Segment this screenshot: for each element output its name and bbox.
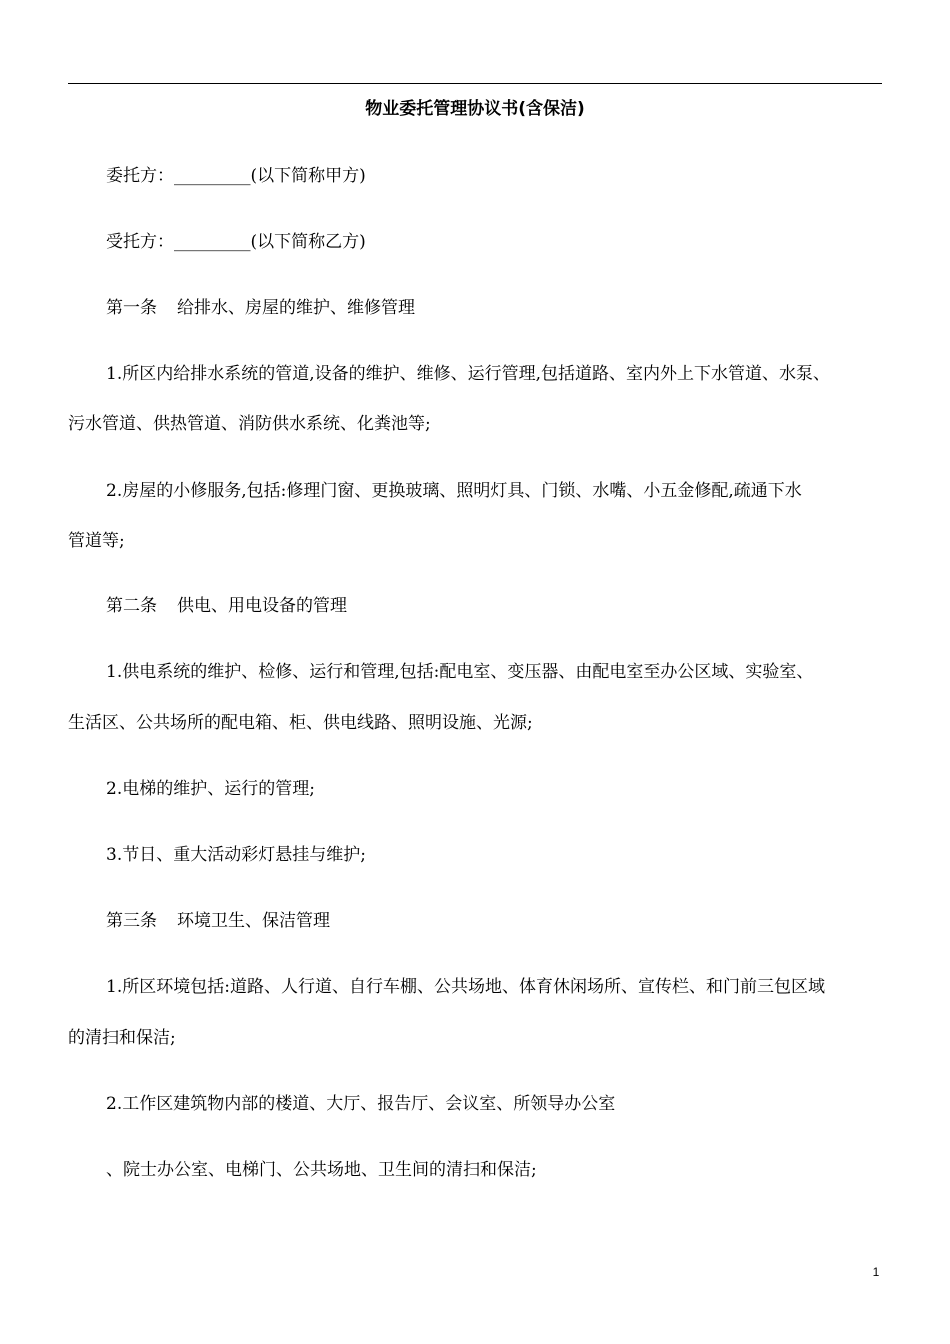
article-1-item-1-line-2: 污水管道、供热管道、消防供水系统、化粪池等; xyxy=(68,414,431,434)
page-number: 1 xyxy=(872,1265,880,1279)
header-rule xyxy=(68,83,882,84)
article-3-item-2-continuation: 、院士办公室、电梯门、公共场地、卫生间的清扫和保洁; xyxy=(106,1160,537,1180)
party-a-text: 委托方：_________(以下简称甲方) xyxy=(106,166,366,186)
party-b-text: 受托方：_________(以下简称乙方) xyxy=(106,232,366,252)
article-2-item-2 xyxy=(68,776,882,802)
article-2-item-3 xyxy=(68,842,882,868)
article-2-title: 供电、用电设备的管理 xyxy=(177,596,347,616)
party-b-line xyxy=(68,229,882,255)
article-2-heading xyxy=(68,593,882,619)
article-1-title: 给排水、房屋的维护、维修管理 xyxy=(177,298,415,318)
article-1-heading xyxy=(68,295,882,321)
article-3-heading xyxy=(68,908,882,934)
article-1-item-1-line-1 xyxy=(68,361,882,387)
article-3-number: 第三条 xyxy=(106,911,157,931)
article-3-title: 环境卫生、保洁管理 xyxy=(177,911,330,931)
article-1-item-2-line-1 xyxy=(68,478,882,504)
article-2-number: 第二条 xyxy=(106,596,157,616)
article-3-item-1-line-1 xyxy=(68,974,882,1000)
article-2-item-1-text: 1.供电系统的维护、检修、运行和管理,包括:配电室、变压器、由配电室至办公区域、实验室、 xyxy=(106,662,814,682)
article-1-item-2-line-2: 管道等; xyxy=(68,531,125,551)
article-3-item-2-line-1 xyxy=(68,1091,882,1117)
article-1-number: 第一条 xyxy=(106,298,157,318)
article-3-item-2-line-2 xyxy=(68,1157,882,1183)
article-1-item-2-text: 2.房屋的小修服务,包括:修理门窗、更换玻璃、照明灯具、门锁、水嘴、小五金修配,疏通下水 xyxy=(106,481,802,501)
article-2-item-3-text: 3.节日、重大活动彩灯悬挂与维护; xyxy=(106,845,366,865)
article-1-item-1-text: 1.所区内给排水系统的管道,设备的维护、维修、运行管理,包括道路、室内外上下水管道、水泵、 xyxy=(106,364,831,384)
article-3-item-1-line-2: 的清扫和保洁; xyxy=(68,1028,176,1048)
article-2-item-2-text: 2.电梯的维护、运行的管理; xyxy=(106,779,315,799)
article-2-item-1-line-1 xyxy=(68,659,882,685)
party-a-line xyxy=(68,163,882,189)
article-2-item-1-line-2: 生活区、公共场所的配电箱、柜、供电线路、照明设施、光源; xyxy=(68,713,533,733)
article-3-item-2-text: 2.工作区建筑物内部的楼道、大厅、报告厅、会议室、所领导办公室 xyxy=(106,1094,616,1114)
article-3-item-1-text: 1.所区环境包括:道路、人行道、自行车棚、公共场地、体育休闲场所、宣传栏、和门前三包区域 xyxy=(106,977,825,997)
document-title: 物业委托管理协议书(含保洁) xyxy=(365,99,585,119)
